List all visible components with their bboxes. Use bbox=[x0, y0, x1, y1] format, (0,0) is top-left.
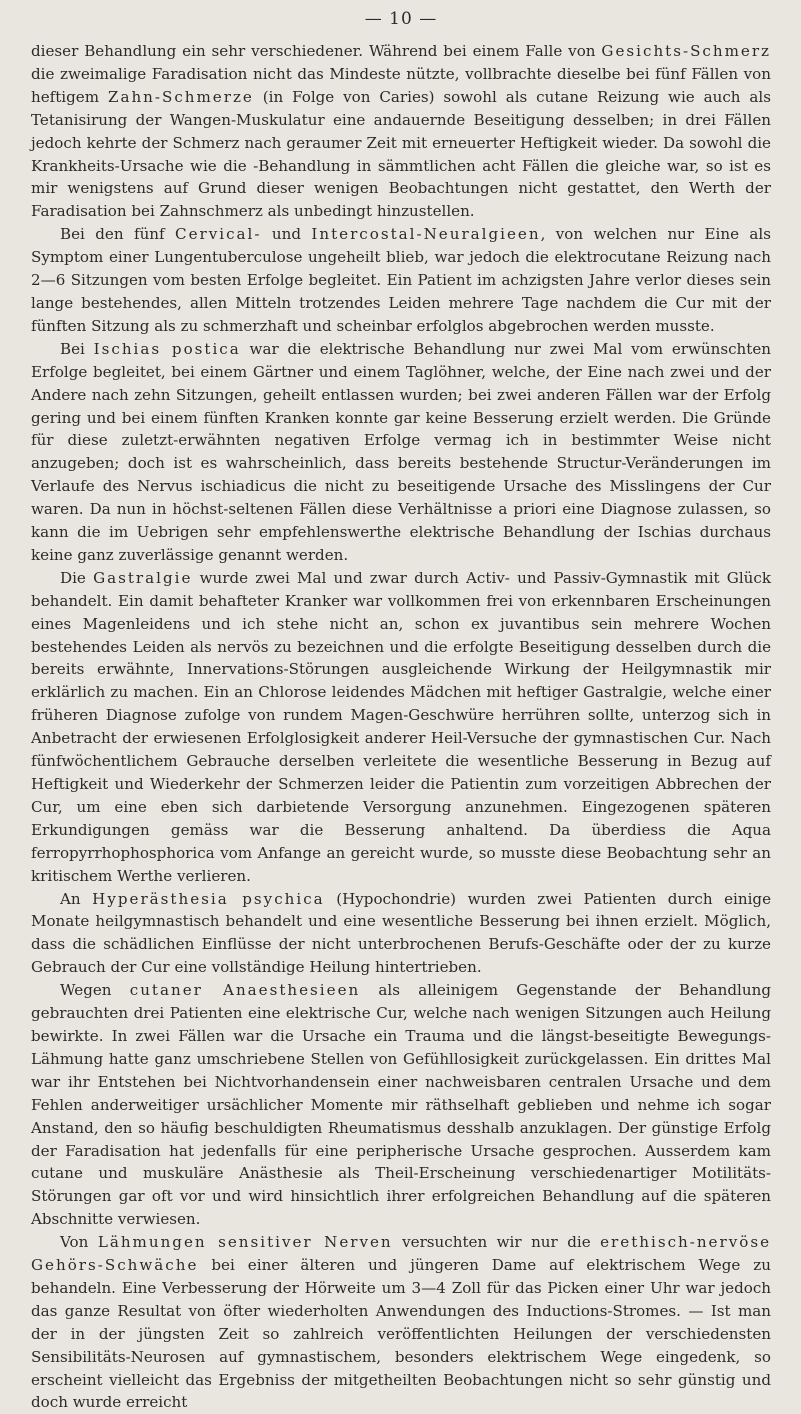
text-run: und bbox=[261, 225, 312, 244]
text-run: Die bbox=[60, 568, 94, 587]
text-run: Bei bbox=[60, 339, 94, 358]
paragraph bbox=[31, 338, 771, 567]
text-run: war die elektrische Behandlung nur zwei Mal vom erwünschten Erfolge begleitet, bei einem Gärtner und einem Taglöhner, welche, der Eine nach zwei und der Andere nach zehn Sitzungen, geheilt entlassen wurden; bei zwei anderen Fällen war der Erfolg gering und bei einem fünften Kranken konnte gar keine Besserung erzielt werden. Die Gründe für diese zuletzt-erwähnten negativen Erfolge vermag ich in bestimmter Weise nicht anzugeben; doch ist es wahrscheinlich, dass bereits bestehende Structur-Veränderungen im Verlaufe des Nervus ischiadicus die nicht zu beseitigende Ursache des Misslingens der Cur waren. Da nun in höchst-seltenen Fällen diese Verhältnisse a priori eine Diagnose zulassen, so kann die im Uebrigen sehr empfehlenswerthe elektrische Behandlung der Ischias durchaus keine ganz zuverlässige genannt werden. bbox=[31, 339, 771, 564]
paragraph bbox=[31, 567, 771, 888]
emphasized-term: Zahn-Schmerze bbox=[107, 87, 254, 106]
text-run: die zweimalige Faradisation nicht das Mindeste nützte, vollbrachte dieselbe bei fünf Fällen von heftigem bbox=[31, 64, 771, 106]
text-run: versuchten wir nur die bbox=[392, 1233, 601, 1252]
text-run: (in Folge von Caries) sowohl als cutane Reizung wie auch als Tetanisirung der Wangen-Muskulatur eine andauernde Beseitigung desselben; in drei Fällen jedoch kehrte der Schmerz nach geraumer Zeit mit erneuerter Heftigkeit wieder. Da sowohl die Krankheits-Ursache wie die -Behandlung in sämmtlichen acht Fällen die gleiche war, so ist es mir wenigstens auf Grund dieser wenigen Beobachtungen nicht gestattet, den Werth der Faradisation bei Zahnschmerz als unbedingt hinzustellen. bbox=[31, 87, 772, 221]
emphasized-term: Lähmungen sensitiver Nerven bbox=[97, 1233, 393, 1252]
page-number: — 10 — bbox=[364, 9, 438, 29]
emphasized-term: Ischias postica bbox=[93, 339, 241, 358]
text-run: , von welchen nur Eine als Symptom einer Lungentuberculose ungeheilt blieb, war jedoch die elektrocutane Reizung nach 2—6 Sitzungen vom besten Erfolge begleitet. Ein Patient im achzigsten Jahre verlor dieses sein lange bestehendes, allen Mitteln trotzendes Leiden mehrere Tage nachdem die Cur mit der fünften Sitzung als zu schmerzhaft und scheinbar erfolglos abgebrochen werden musste. bbox=[31, 225, 771, 335]
paragraph bbox=[31, 979, 771, 1231]
text-run: Wegen bbox=[60, 981, 130, 1000]
text-run: Bei den fünf bbox=[60, 225, 176, 244]
text-run: An bbox=[60, 889, 93, 908]
paragraph bbox=[31, 40, 771, 223]
emphasized-term: erethisch-nervöse Gehörs-Schwäche bbox=[31, 1233, 772, 1275]
text-run: als alleinigem Gegenstande der Behandlung gebrauchten drei Patienten eine elektrische Cur, welche nach wenigen Sitzungen auch Heilung bewirkte. In zwei Fällen war die Ursache ein Trauma und die längst-beseitigte Bewegungs-Lähmung hatte ganz umschriebene Stellen von Gefühllosigkeit zurückgelassen. Ein drittes Mal war ihr Entstehen bei Nichtvorhandensein einer nachweisbaren centralen Ursache und dem Fehlen anderweitiger ursächlicher Momente mir räthselhaft geblieben und nehme ich sogar Anstand, den so häufig beschuldigten Rheumatismus desshalb anzuklagen. Der günstige Erfolg der Faradisation hat jedenfalls für eine peripherische Ursache gesprochen. Ausserdem kam cutane und muskuläre Anästhesie als Theil-Erscheinung verschiedenartiger Motilitäts-Störungen gar oft vor und wird hinsichtlich ihrer erfolgreichen Behandlung auf die späteren Abschnitte verwiesen. bbox=[31, 981, 771, 1229]
text-run: dieser Behandlung ein sehr verschiedener. Während bei einem Falle von bbox=[31, 42, 602, 60]
emphasized-term: Gastralgie bbox=[93, 568, 193, 587]
paragraph bbox=[31, 888, 771, 980]
paragraph bbox=[31, 1231, 771, 1414]
paragraph bbox=[31, 223, 771, 338]
emphasized-term: cutaner Anaesthesieen bbox=[129, 981, 361, 1000]
text-run: Von bbox=[60, 1233, 98, 1252]
text-run: wurde zwei Mal und zwar durch Activ- und Passiv-Gymnastik mit Glück behandelt. Ein damit behafteter Kranker war vollkommen frei von erkennbaren Erscheinungen eines Magenleidens und ich stehe nicht an, schon ex juvantibus sein mehrere Wochen bestehendes Leiden als nervös zu bezeichnen und die erfolgte Beseitigung desselben durch die bereits erwähnte, Innervations-Störungen ausgleichende Wirkung der Heilgymnastik mir erklärlich zu machen. Ein an Chlorose leidendes Mädchen mit heftiger Gastralgie, welche einer früheren Diagnose zufolge von rundem Magen-Geschwüre herrühren sollte, unterzog sich in Anbetracht der erwiesenen Erfolglosigkeit anderer Heil-Versuche der gymnastischen Cur. Nach fünfwöchentlichem Gebrauche derselben verleitete die wesentliche Besserung in Bezug auf Heftigkeit und Wiederkehr der Schmerzen leider die Patientin zum vorzeitigen Abbrechen der Cur, um eine eben sich darbietende Versorgung anzunehmen. Eingezogenen späteren Erkundigungen gemäss war die Besserung anhaltend. Da überdiess die Aqua ferropyrrhophosphorica vom Anfange an gereicht wurde, so musste diese Beobachtung sehr an kritischem Werthe verlieren. bbox=[31, 568, 771, 885]
text-run: bei einer älteren und jüngeren Dame auf elektrischem Wege zu behandeln. Eine Verbesserung der Hörweite um 3—4 Zoll für das Picken einer Uhr war jedoch das ganze Resultat von öfter wiederholten Anwendungen des Inductions-Stromes. — Ist man der in der jüngsten Zeit so zahlreich veröffentlichten Heilungen der verschiedensten Sensibilitäts-Neurosen auf gymnastischem, besonders elektrischem Wege eingedenk, so erscheint vielleicht das Ergebniss der mitgetheilten Beobachtungen nicht so sehr günstig und doch wurde erreicht bbox=[31, 1256, 771, 1412]
emphasized-term: Cervical- bbox=[175, 225, 262, 244]
emphasized-term: Hyperästhesia psychica bbox=[92, 889, 325, 908]
emphasized-term: Gesichts-Schmerz bbox=[601, 42, 771, 60]
text-run: (Hypochondrie) wurden zwei Patienten durch einige Monate heilgymnastisch behandelt und eine wesentliche Besserung bei ihnen erzielt. Möglich, dass die schädlichen Einflüsse der nicht unterbrochenen Berufs-Geschäfte oder der zu kurze Gebrauch der Cur eine vollständige Heilung hintertrieben. bbox=[31, 889, 771, 977]
emphasized-term: Intercostal-Neuralgieen bbox=[311, 225, 541, 244]
body-text bbox=[31, 40, 771, 1414]
